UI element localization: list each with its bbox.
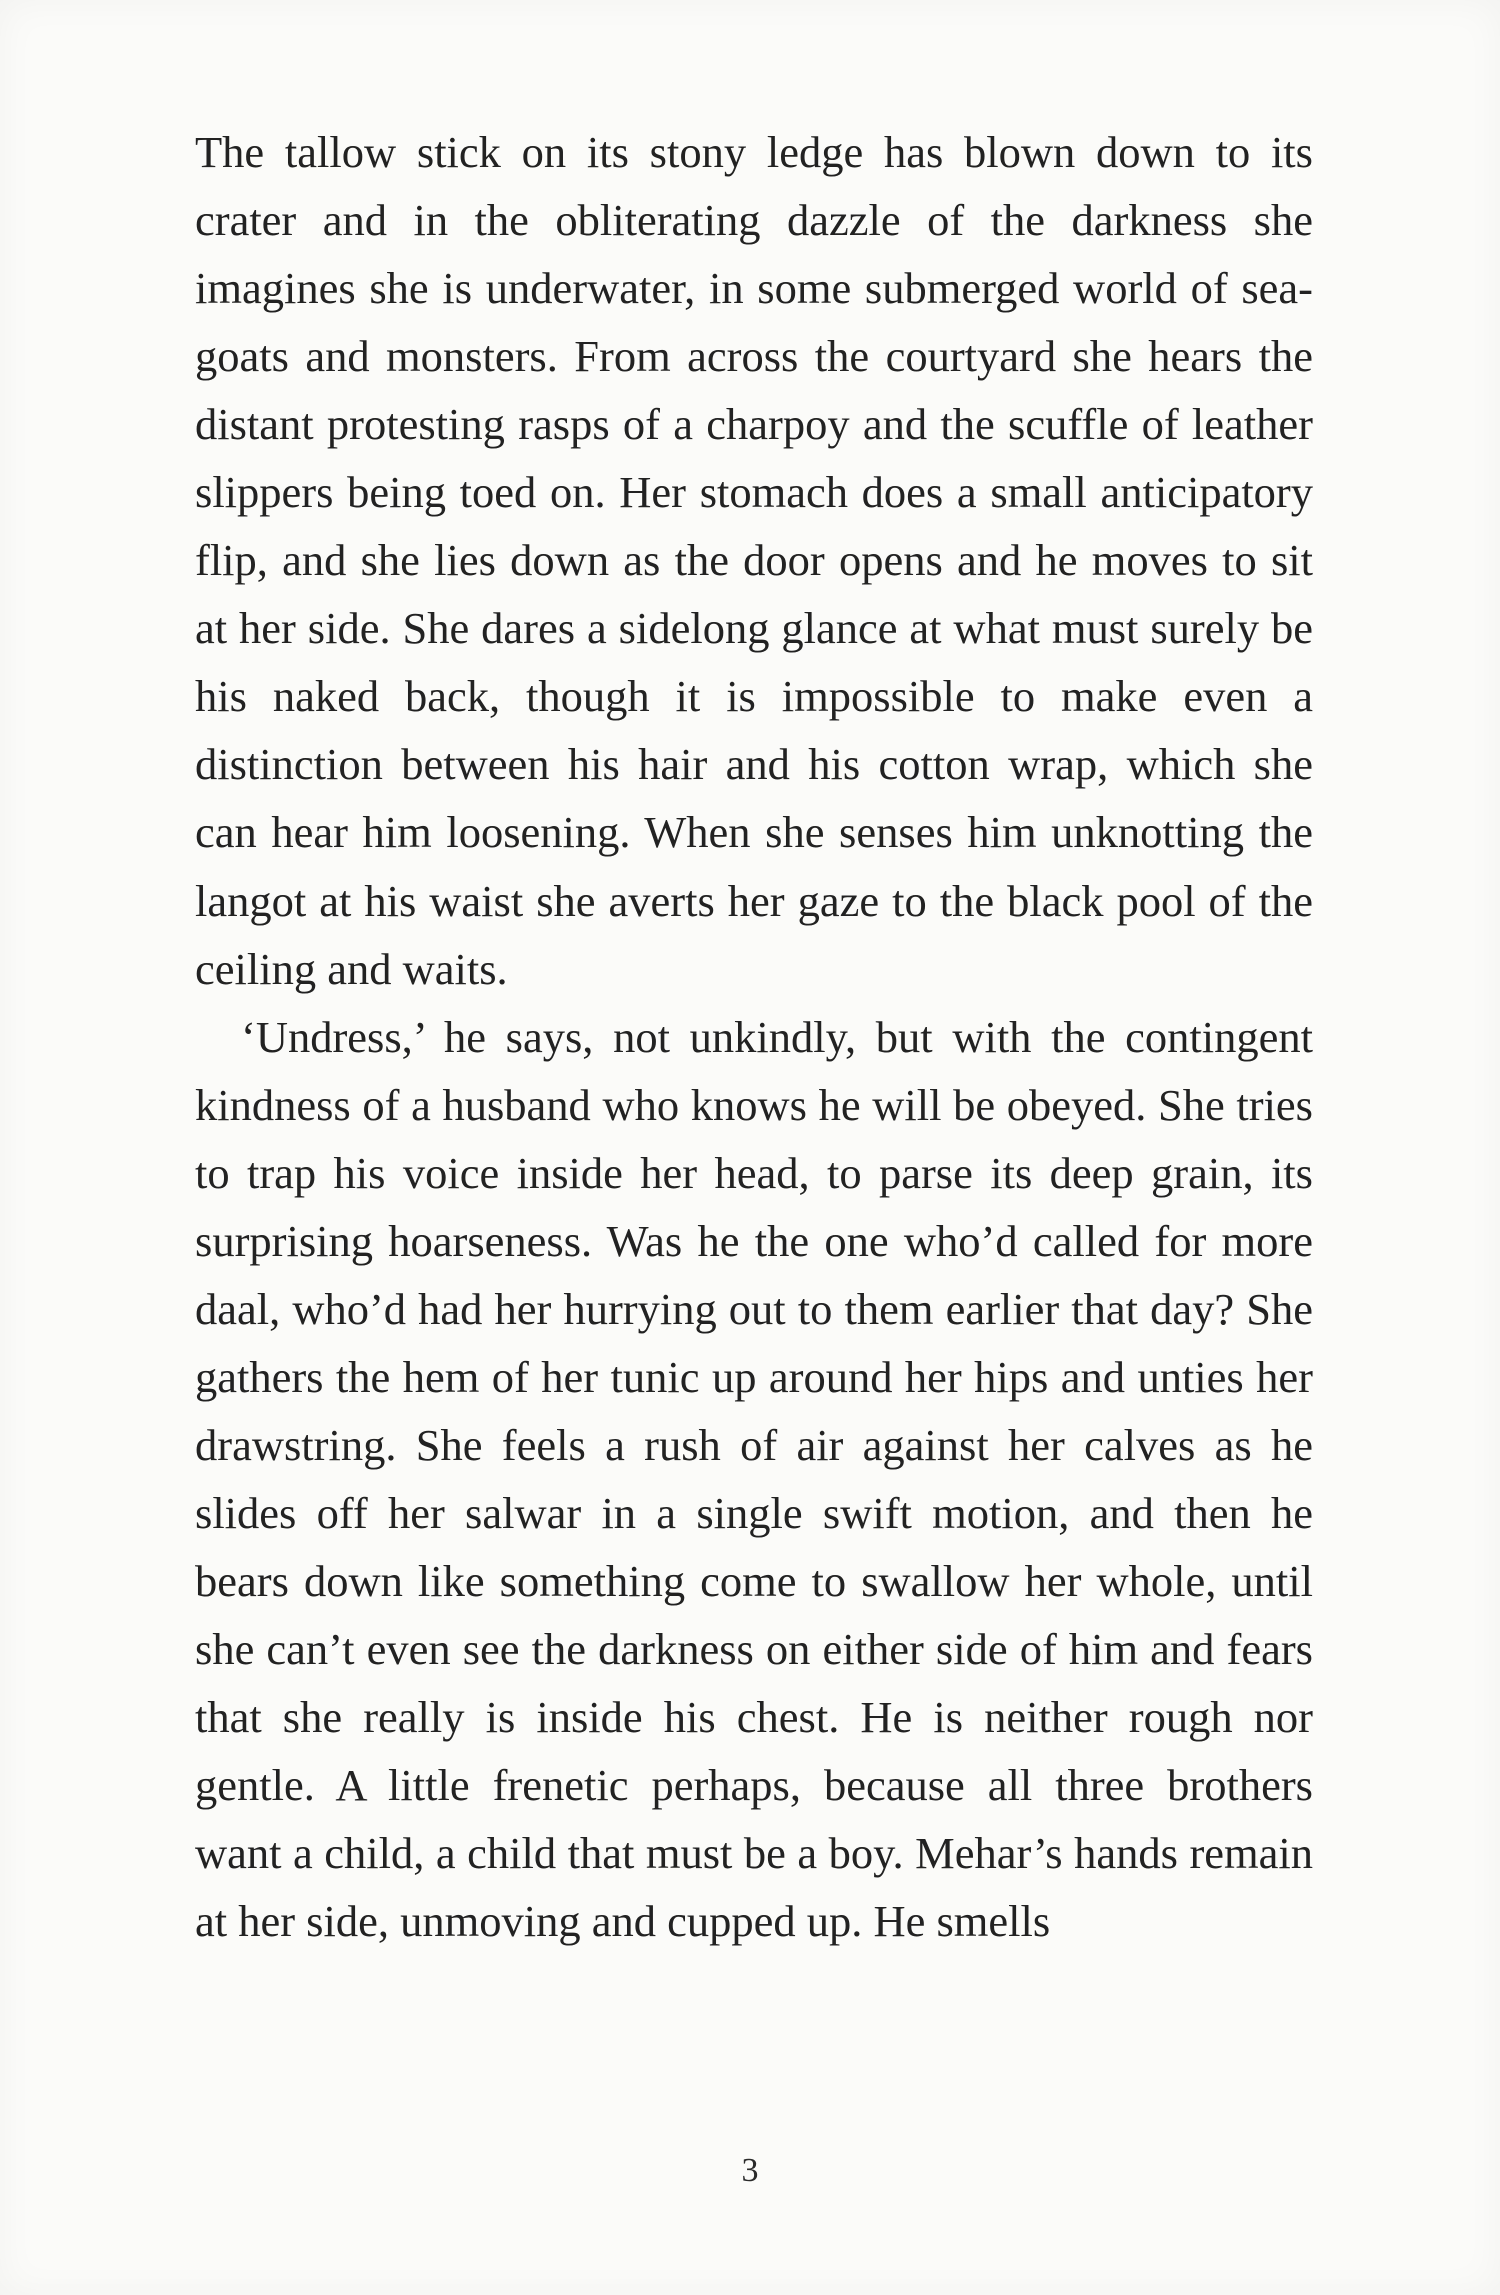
- paragraph-2: ‘Undress,’ he says, not unkindly, but with the contingent kindness of a husband who knows he will be obeyed. She tries to trap his voice inside her head, to parse its deep grain, its surprising hoarseness. Was he the one who’d called for more daal, who’d had her hurrying out to them earlier that day? She gathers the hem of her tunic up around her hips and unties her drawstring. She feels a rush of air against her calves as he slides off her salwar in a single swift motion, and then he bears down like something come to swallow her whole, until she can’t even see the darkness on either side of him and fears that she really is inside his chest. He is neither rough nor gentle. A little frenetic perhaps, because all three brothers want a child, a child that must be a boy. Mehar’s hands remain at her side, unmoving and cupped up. He smells: [195, 1011, 1313, 1947]
- paragraph-1: The tallow stick on its stony ledge has blown down to its crater and in the obliterating dazzle of the darkness she imagines she is underwater, in some submerged world of sea-goats and monsters. From across the courtyard she hears the distant protesting rasps of a charpoy and the scuffle of leather slippers being toed on. Her stomach does a small anticipatory flip, and she lies down as the door opens and he moves to sit at her side. She dares a sidelong glance at what must surely be his naked back, though it is impossible to make even a distinction between his hair and his cotton wrap, which she can hear him loosening. When she senses him unknotting the langot at his waist she averts her gaze to the black pool of the ceiling and waits.: [195, 127, 1313, 994]
- page-number: 3: [741, 2152, 759, 2189]
- body-text: [195, 118, 1313, 1955]
